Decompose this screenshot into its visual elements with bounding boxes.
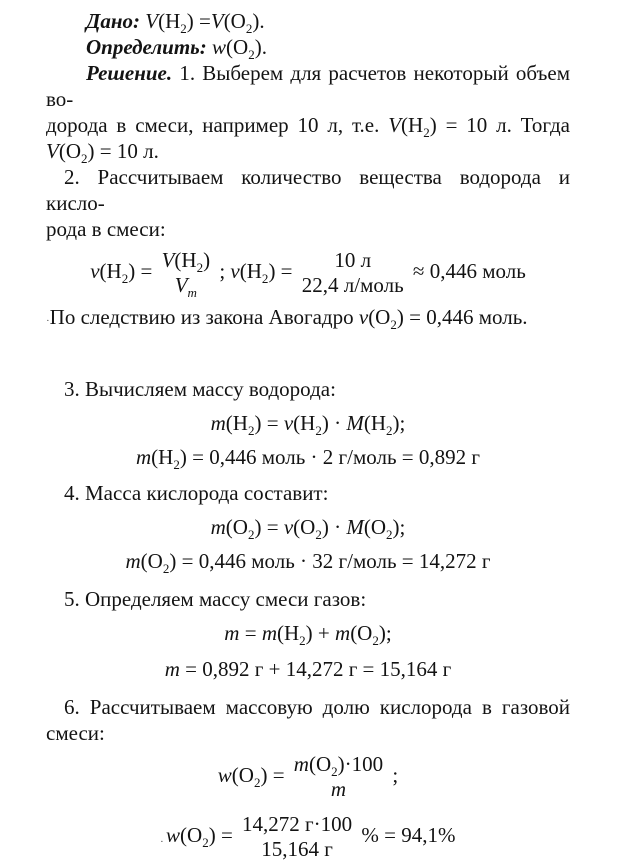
step3-heading: 3. Вычисляем массу водорода: [64, 377, 336, 401]
avogadro-line: ·По следствию из закона Авогадро $\nu(O_2) = 0,446$ моль. [46, 305, 528, 333]
solution-line-2: дорода в смеси, например 10 л, т.е. $V(H_2) = 10$ л. Тогда [46, 113, 571, 141]
find-line: Определить: $w(O_2)$. [86, 35, 267, 63]
step6-line-1: 6. Рассчитываем массовую долю кислорода в газовой [64, 695, 570, 719]
fraction: 14,272 г·100 15,164 г [242, 812, 353, 861]
equation-mass-total-value: m = 0,892 г + 14,272 г = 15,164 г [164, 657, 452, 681]
equation-mass-h2-formula: $m(H_2) = \nu(H_2) \cdot M(H_2)$; [210, 411, 406, 439]
step2-line-2: рода в смеси: [46, 217, 166, 241]
step4-heading: 4. Масса кислорода составит: [64, 481, 329, 505]
step6-line-2: смеси: [46, 721, 105, 745]
fraction: $m(O_2)\cdot 100$ m [293, 752, 384, 801]
solution-line-3: $V(O_2) = 10$ л. [46, 139, 159, 167]
step2-line-1: 2. Рассчитываем количество вещества водорода и кисло- [46, 165, 570, 215]
solution-line-1: Решение. 1. Выберем для расчетов некоторый объем во- [46, 61, 570, 111]
fraction: 10 л 22,4 л/моль [301, 248, 404, 297]
equation-mass-o2-value: $m(O_2) = 0,446$ моль · 32 г/моль = 14,272 г [125, 549, 491, 577]
equation-mass-o2-formula: $m(O_2) = \nu(O_2) \cdot M(O_2)$; [210, 515, 406, 543]
equation-mass-total-formula: $m = m(H_2) + m(O_2)$; [224, 621, 392, 649]
fraction: $V(H_2)$ $V_m$ [161, 248, 211, 301]
step5-heading: 5. Определяем массу смеси газов: [64, 587, 367, 611]
equation-mass-h2-value: $m(H_2) = 0,446$ моль · 2 г/моль = 0,892 г [136, 445, 480, 473]
equation-amount-hydrogen: $\nu(H_2)$ = $V(H_2)$ $V_m$ ; $\nu(H_2)$ = 10 л 22,4 л/моль ≈ 0,446 моль [90, 248, 526, 301]
equation-mass-fraction-value: . $w(O_2)$ = 14,272 г·100 15,164 г % = 94,1% [160, 812, 456, 861]
equation-mass-fraction-formula: $w(O_2)$ = $m(O_2)\cdot 100$ m ; [217, 752, 399, 801]
given-line: Дано: $V(H_2) =V(O_2)$. [86, 9, 265, 37]
